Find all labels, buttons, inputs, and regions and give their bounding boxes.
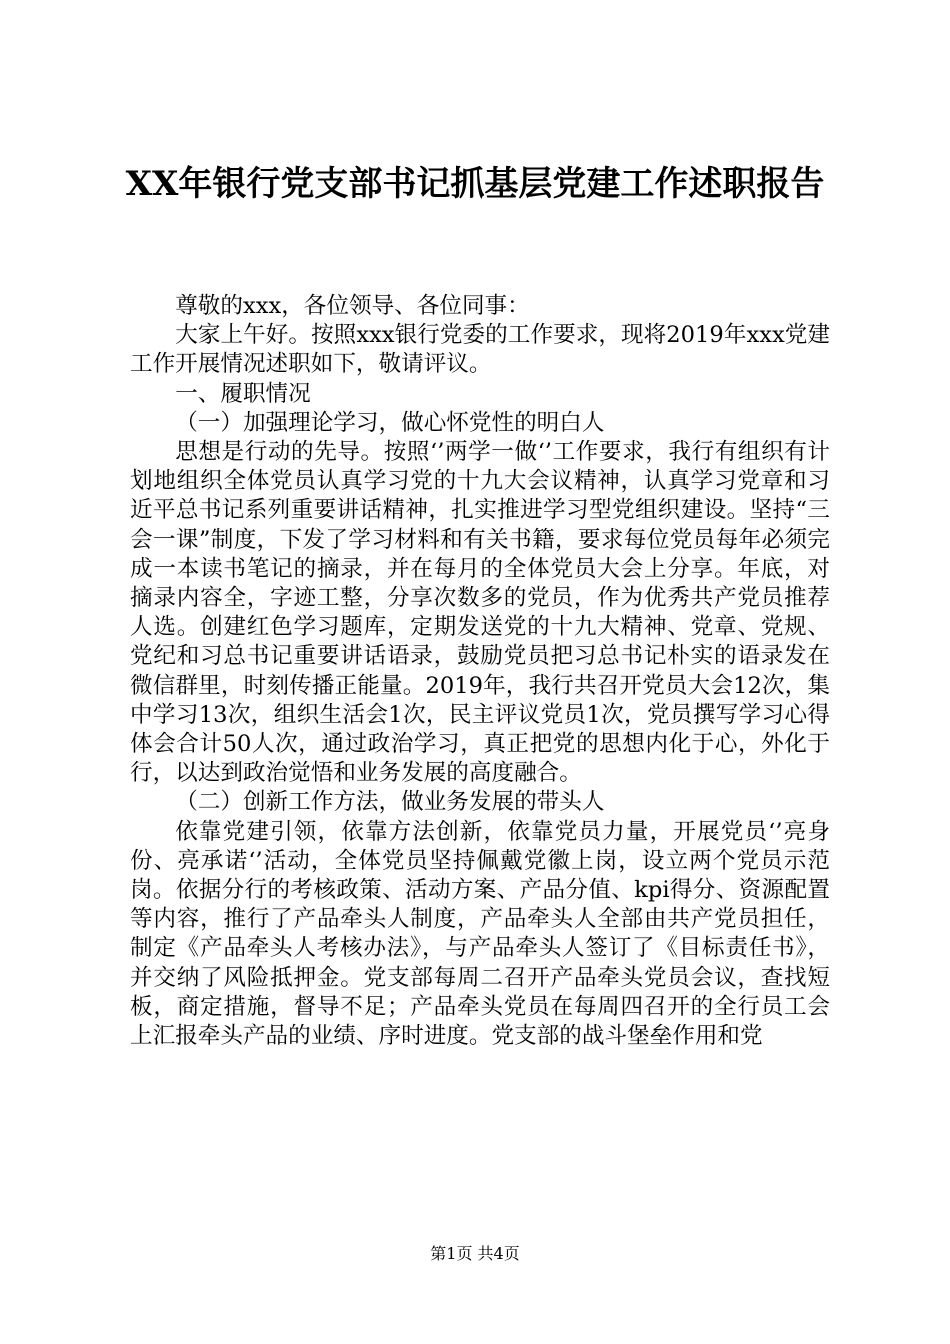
page-footer: 第1页 共4页: [430, 1244, 520, 1263]
subsection-heading-1: （一）加强理论学习，做心怀党性的明白人: [175, 409, 605, 436]
document-title: XX年银行党支部书记抓基层党建工作述职报告: [125, 164, 825, 204]
section-heading: 一、履职情况: [175, 380, 311, 407]
salutation: 尊敬的xxx，各位领导、各位同事：: [175, 293, 530, 319]
body-paragraph-1: 思想是行动的先导。按照‘’两学一做‘’工作要求，我行有组织有计划地组织全体党员认真学习党的十九大会议精神，认真学习党章和习近平总书记系列重要讲话精神，扎实推进学习型党组织建设。坚持“三会一课”制度，下发了学习材料和有关书籍，要求每位党员每年必须完成一本读书笔记的摘录，并在每月的全体党员大会上分享。年底，对摘录内容全，字迹工整，分享次数多的党员，作为优秀共产党员推荐人选。创建红色学习题库，定期发送党的十九大精神、党章、党规、党纪和习总书记重要讲话语录，鼓励党员把习总书记朴实的语录发在微信群里，时刻传播正能量。2019年，我行共召开党员大会12次，集中学习13次，组织生活会1次，民主评议党员1次，党员撰写学习心得体会合计50人次，通过政治学习，真正把党的思想内化于心，外化于行，以达到政治觉悟和业务发展的高度融合。: [130, 439, 830, 787]
body-paragraph-2: 依靠党建引领，依靠方法创新，依靠党员力量，开展党员‘’亮身份、亮承诺‘’活动，全体党员坚持佩戴党徽上岗，设立两个党员示范岗。依据分行的考核政策、活动方案、产品分值、kpi得分、资源配置等内容，推行了产品牵头人制度，产品牵头人全部由共产党员担任，制定《产品牵头人考核办法》，与产品牵头人签订了《目标责任书》，并交纳了风险抵押金。党支部每周二召开产品牵头党员会议，查找短板，商定措施，督导不足；产品牵头党员在每周四召开的全行员工会上汇报牵头产品的业绩、序时进度。党支部的战斗堡垒作用和党: [130, 818, 830, 1050]
document-body: [130, 292, 830, 1051]
opening-paragraph: 大家上午好。按照xxx银行党委的工作要求，现将2019年xxx党建工作开展情况述职如下，敬请评议。: [130, 322, 830, 378]
subsection-heading-2: （二）创新工作方法，做业务发展的带头人: [175, 789, 605, 816]
